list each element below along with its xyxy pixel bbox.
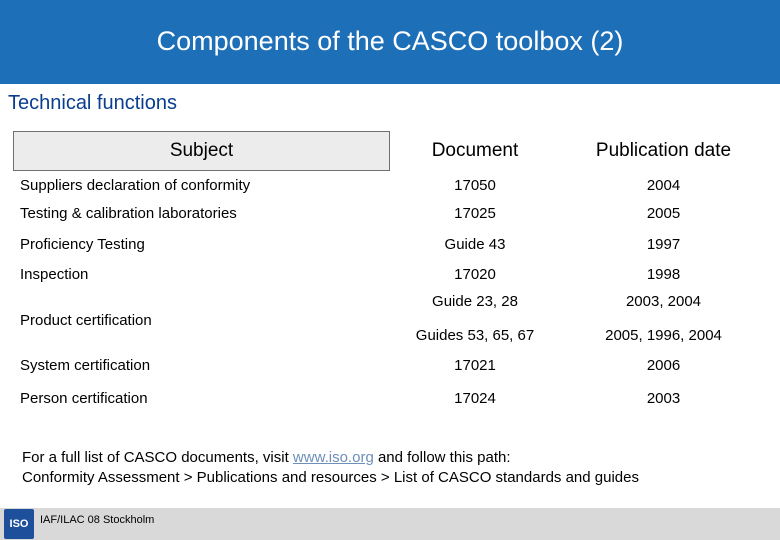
subject-cell: Person certification <box>20 390 148 407</box>
date-cell: 1997 <box>646 236 681 253</box>
header-subject: Subject <box>169 140 234 161</box>
casco-table <box>13 131 767 414</box>
subject-cell: Product certification <box>20 312 152 329</box>
subject-cell: Testing & calibration laboratories <box>20 205 237 222</box>
header-document: Document <box>431 140 519 161</box>
note-text-after: and follow this path: <box>373 449 511 466</box>
date-cell: 2004 <box>646 177 681 194</box>
footer-event-label: IAF/ILAC 08 Stockholm <box>40 514 155 526</box>
document-cell: 17020 <box>454 266 496 283</box>
section-subtitle: Technical functions <box>8 92 177 114</box>
subject-cell: Proficiency Testing <box>20 236 145 253</box>
date-cell-second: 2005, 1996, 2004 <box>605 327 722 344</box>
document-cell-second: Guides 53, 65, 67 <box>415 327 535 344</box>
slide-title: Components of the CASCO toolbox (2) <box>156 26 624 56</box>
footer-note <box>22 448 639 488</box>
iso-logo-icon: ISO <box>4 509 34 539</box>
date-cell: 2006 <box>646 357 681 374</box>
document-cell: 17050 <box>454 177 496 194</box>
subject-cell: Suppliers declaration of conformity <box>20 177 251 194</box>
subject-cell: System certification <box>20 357 151 374</box>
date-cell: 2003 <box>646 390 681 407</box>
footer-note-line1 <box>22 448 639 468</box>
date-cell: 2005 <box>646 205 681 222</box>
date-cell: 1998 <box>646 266 681 283</box>
document-cell: 17025 <box>454 205 496 222</box>
date-cell: 2003, 2004 <box>625 293 702 310</box>
document-cell: Guide 43 <box>444 236 506 253</box>
subject-cell: Inspection <box>20 266 89 283</box>
header-publication-date: Publication date <box>595 140 732 161</box>
footer-note-path: Conformity Assessment > Publications and resources > List of CASCO standards and guides <box>22 469 639 486</box>
iso-link[interactable]: www.iso.org <box>292 449 374 466</box>
document-cell: Guide 23, 28 <box>432 293 518 310</box>
document-cell: 17021 <box>454 357 496 374</box>
note-text-before: For a full list of CASCO documents, visit <box>22 449 293 466</box>
document-cell: 17024 <box>454 390 496 407</box>
